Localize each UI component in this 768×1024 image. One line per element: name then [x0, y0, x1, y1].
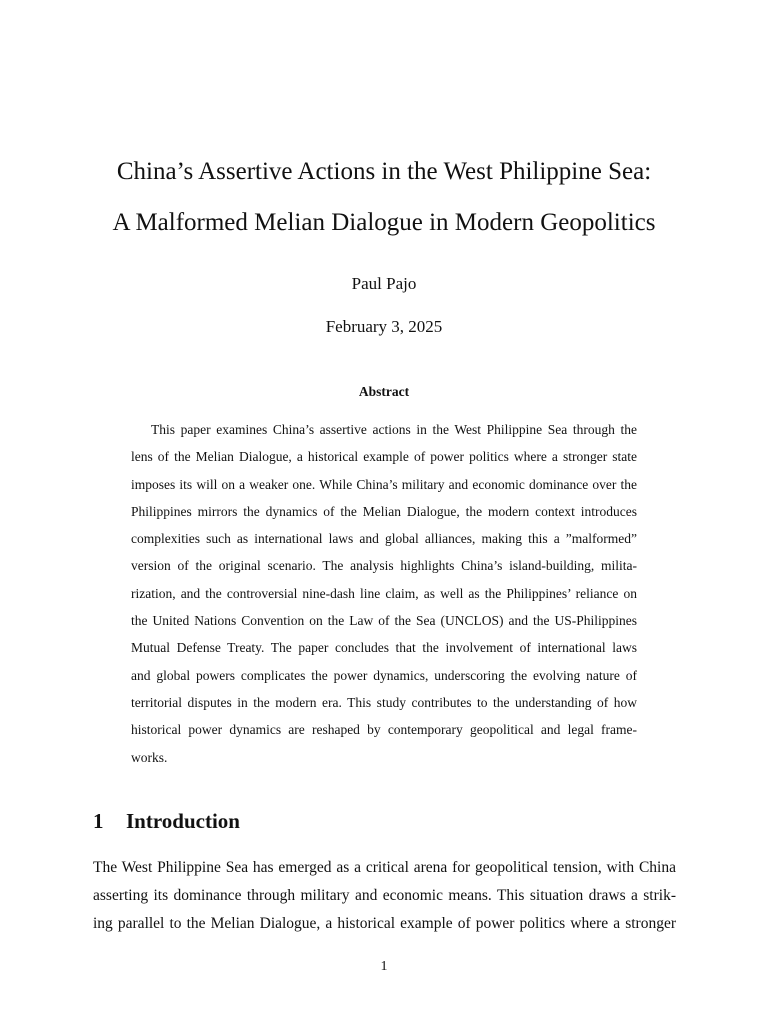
page-number: 1: [380, 959, 388, 974]
abstract-line: imposes its will on a weaker one. While China’s military and economic dominance over the: [131, 476, 637, 492]
abstract-line: complexities such as international laws and global alliances, making this a ”malformed”: [131, 531, 637, 547]
abstract-line: This paper examines China’s assertive actions in the West Philippine Sea through the: [151, 422, 637, 437]
abstract-line: and global powers complicates the power dynamics, underscoring the evolving nature of: [131, 667, 637, 683]
abstract-line: Philippines mirrors the dynamics of the Melian Dialogue, the modern context introduces: [131, 503, 637, 519]
section-title: Introduction: [126, 809, 240, 833]
abstract-line: the United Nations Convention on the Law of the Sea (UNCLOS) and the US-Philippines: [131, 613, 637, 629]
abstract-line: Mutual Defense Treaty. The paper concludes that the involvement of international laws: [131, 640, 637, 656]
section-heading-introduction: [93, 808, 240, 834]
body-line: asserting its dominance through military and economic means. This situation draws a strik-: [93, 887, 676, 904]
introduction-body: [93, 857, 676, 941]
paper-title-line-2: A Malformed Melian Dialogue in Modern Geopolitics: [112, 209, 656, 236]
abstract-line: territorial disputes in the modern era. This study contributes to the understanding of how: [131, 694, 637, 710]
author-name: Paul Pajo: [351, 274, 417, 293]
abstract-line: works.: [131, 749, 168, 765]
abstract-line: lens of the Melian Dialogue, a historical example of power politics where a stronger state: [131, 449, 637, 465]
abstract-line: version of the original scenario. The analysis highlights China’s island-building, milita-: [131, 558, 637, 574]
publication-date: February 3, 2025: [325, 317, 443, 336]
abstract-line: historical power dynamics are reshaped by contemporary geopolitical and legal frame-: [131, 722, 637, 738]
abstract-heading: Abstract: [358, 384, 410, 399]
section-number: 1: [93, 809, 104, 833]
abstract-line: rization, and the controversial nine-dash line claim, as well as the Philippines’ reliance on: [131, 585, 637, 601]
body-line: ing parallel to the Melian Dialogue, a historical example of power politics where a stronger: [93, 915, 676, 932]
body-line: The West Philippine Sea has emerged as a critical arena for geopolitical tension, with China: [93, 859, 676, 876]
abstract-body: [131, 420, 637, 775]
paper-title-line-1: China’s Assertive Actions in the West Philippine Sea:: [116, 158, 652, 185]
